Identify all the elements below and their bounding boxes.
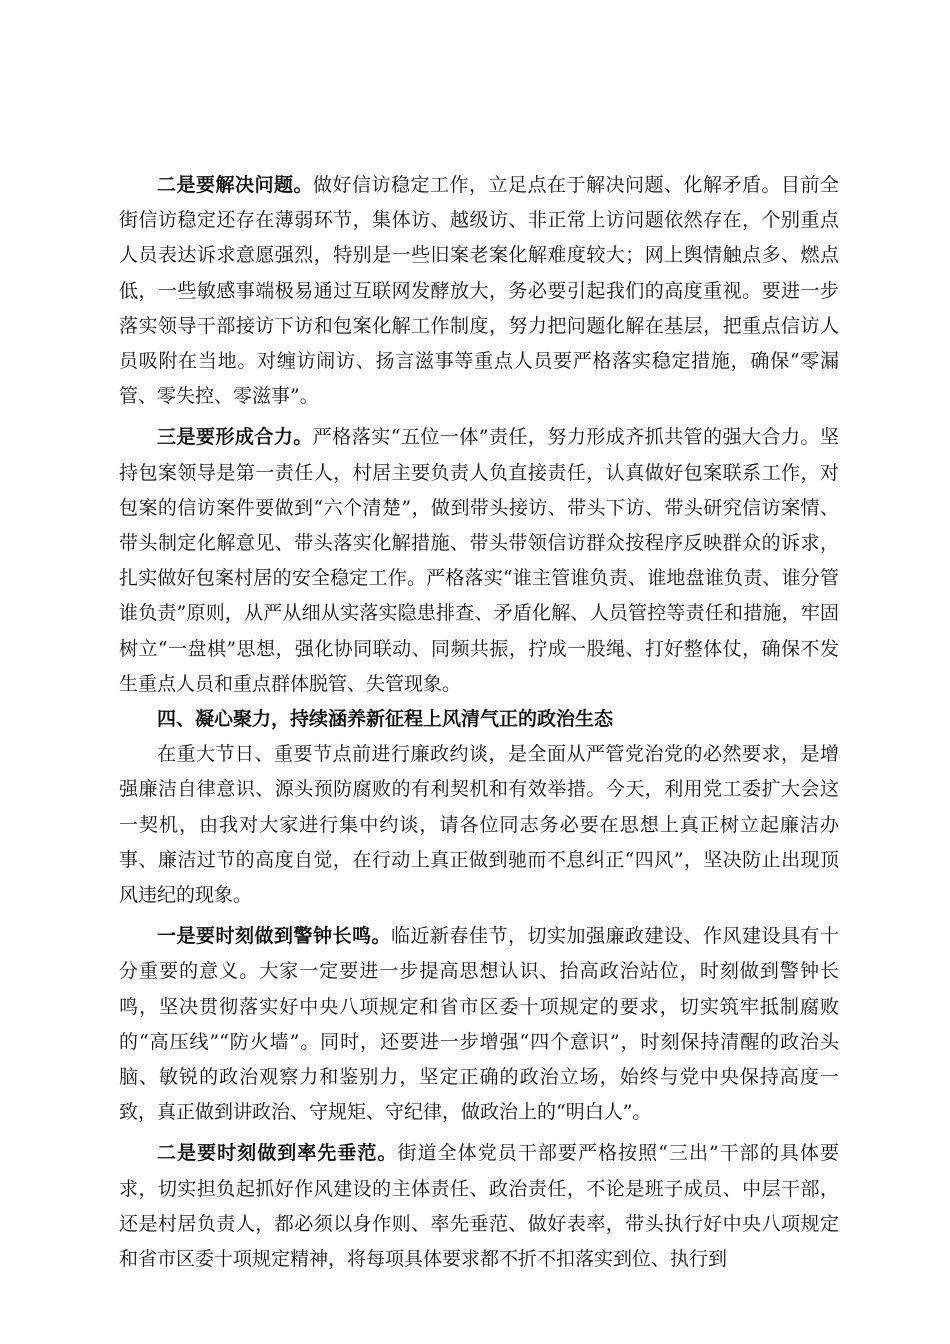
section-heading: 四、凝心聚力，持续涵养新征程上风清气正的政治生态	[157, 708, 614, 731]
paragraph-text: 严格落实“五位一体”责任，努力形成齐抓共管的强大合力。坚持包案领导是第一责任人，村居主要负责人负直接责任，认真做好包案联系工作，对包案的信访案件要做到“六个清楚”，做到带头接访、带头下访、带头研究信访案情、带头制定化解意见、带头落实化解措施、带头带领信访群众按程序反映群众的诉求，扎实做好包案村居的安全稳定工作。严格落实“谁主管谁负责、谁地盘谁负责、谁分管谁负责”原则，从严从细从实落实隐患排查、矛盾化解、人员管控等责任和措施，牢固树立“一盘棋”思想，强化协同联动、同频共振，拧成一股绳、打好整体仗，确保不发生重点人员和重点群体脱管、失管现象。	[119, 426, 839, 695]
paragraph-lead-by-example	[119, 1136, 839, 1277]
paragraph-lead: 二是要解决问题。	[157, 174, 313, 196]
paragraph-text: 临近新春佳节，切实加强廉政建设、作风建设具有十分重要的意义。大家一定要进一步提高思想认识、抬高政治站位，时刻做到警钟长鸣，坚决贯彻落实好中央八项规定和省市区委十项规定的要求，切实筑牢抵制腐败的“高压线”“防火墙”。同时，还要进一步增强“四个意识”，时刻保持清醒的政治头脑、敏锐的政治观察力和鉴别力，坚定正确的政治立场，始终与党中央保持高度一致，真正做到讲政治、守规矩、守纪律，做政治上的“明白人”。	[119, 925, 839, 1124]
paragraph-text: 街道全体党员干部要严格按照“三出”干部的具体要求，切实担负起抓好作风建设的主体责任、政治责任，不论是班子成员、中层干部，还是村居负责人，都必须以身作则、率先垂范、做好表率，带头执行好中央八项规定和省市区委十项规定精神，将每项具体要求都不折不扣落实到位、执行到	[119, 1142, 839, 1271]
paragraph-lead: 二是要时刻做到率先垂范。	[157, 1142, 398, 1165]
paragraph-lead: 一是要时刻做到警钟长鸣。	[157, 925, 391, 948]
paragraph-solve-problems	[119, 168, 839, 414]
document-body	[119, 168, 839, 1277]
paragraph-text: 做好信访稳定工作，立足点在于解决问题、化解矛盾。目前全街信访稳定还存在薄弱环节，集体访、越级访、非正常上访问题依然存在，个别重点人员表达诉求意愿强烈，特别是一些旧案老案化解难度较大；网上舆情触点多、燃点低，一些敏感事端极易通过互联网发酵放大，务必要引起我们的高度重视。要进一步落实领导干部接访下访和包案化解工作制度，努力把问题化解在基层，把重点信访人员吸附在当地。对缠访闹访、扬言滋事等重点人员要严格落实稳定措施，确保“零漏管、零失控、零滋事”。	[119, 174, 839, 408]
paragraph-lead: 三是要形成合力。	[157, 426, 313, 449]
paragraph-alarm-bell	[119, 919, 839, 1130]
paragraph-text: 在重大节日、重要节点前进行廉政约谈，是全面从严管党治党的必然要求，是增强廉洁自律意识、源头预防腐败的有利契机和有效举措。今天，利用党工委扩大会这一契机，由我对大家进行集中约谈，请各位同志务必要在思想上真正树立起廉洁办事、廉洁过节的高度自觉，在行动上真正做到驰而不息纠正“四风”，坚决防止出现顶风违纪的现象。	[119, 743, 839, 907]
paragraph-form-synergy	[119, 420, 839, 702]
paragraph-integrity-talk	[119, 737, 839, 913]
